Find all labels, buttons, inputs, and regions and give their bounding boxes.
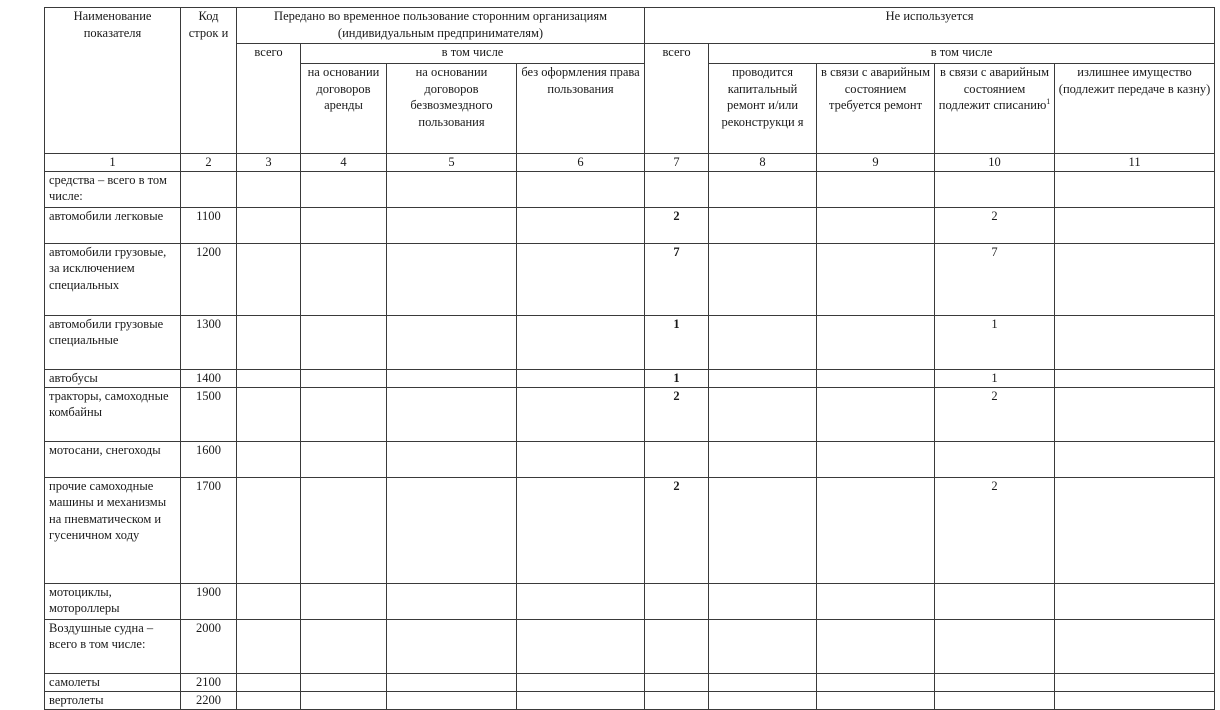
row-code: 2000 <box>181 619 237 673</box>
row-code: 1100 <box>181 207 237 243</box>
table-row <box>45 315 1215 369</box>
row-value-col7: 2 <box>645 207 709 243</box>
header-lease: на основании договоров аренды <box>301 64 387 154</box>
row-value-col7: 2 <box>645 477 709 583</box>
row-code: 2200 <box>181 691 237 709</box>
column-numbers-row <box>45 154 1215 172</box>
table-row <box>45 673 1215 691</box>
row-name: Воздушные судна – всего в том числе: <box>45 619 181 673</box>
row-value-col7 <box>645 691 709 709</box>
row-value-col10: 2 <box>935 477 1055 583</box>
row-value-col7 <box>645 441 709 477</box>
header-transferred-including: в том числе <box>301 44 645 64</box>
header-not-used-group: Не используется <box>645 8 1215 44</box>
row-name: прочие самоходные машины и механизмы на пневматическом и гусеничном ходу <box>45 477 181 583</box>
row-name: самолеты <box>45 673 181 691</box>
vehicle-usage-table <box>44 7 1215 710</box>
col-number: 3 <box>237 154 301 172</box>
header-free-use: на основании договоров безвозмездного пользования <box>387 64 517 154</box>
row-value-col10 <box>935 691 1055 709</box>
table-row <box>45 387 1215 441</box>
header-emergency-repair: в связи с аварийным состоянием требуется ремонт <box>817 64 935 154</box>
table-row <box>45 171 1215 207</box>
row-name: автомобили легковые <box>45 207 181 243</box>
table-row <box>45 477 1215 583</box>
header-transferred-total: всего <box>237 44 301 154</box>
header-not-used-total: всего <box>645 44 709 154</box>
header-code: Код строк и <box>181 8 237 154</box>
table-row <box>45 207 1215 243</box>
row-code: 1500 <box>181 387 237 441</box>
table-row <box>45 441 1215 477</box>
row-code: 1700 <box>181 477 237 583</box>
row-value-col10 <box>935 619 1055 673</box>
table-row <box>45 583 1215 619</box>
row-value-col10: 7 <box>935 243 1055 315</box>
table-row <box>45 691 1215 709</box>
row-value-col10 <box>935 673 1055 691</box>
row-code: 1900 <box>181 583 237 619</box>
row-code: 1600 <box>181 441 237 477</box>
row-name: мотоциклы, мотороллеры <box>45 583 181 619</box>
col-number: 2 <box>181 154 237 172</box>
table-row <box>45 619 1215 673</box>
row-value-col7 <box>645 673 709 691</box>
row-code: 1300 <box>181 315 237 369</box>
row-value-col7 <box>645 171 709 207</box>
row-name: вертолеты <box>45 691 181 709</box>
col-number: 1 <box>45 154 181 172</box>
col-number: 8 <box>709 154 817 172</box>
row-value-col10 <box>935 171 1055 207</box>
header-not-used-including: в том числе <box>709 44 1215 64</box>
row-value-col10 <box>935 441 1055 477</box>
table-row <box>45 243 1215 315</box>
row-value-col10: 1 <box>935 369 1055 387</box>
row-name: автомобили грузовые специальные <box>45 315 181 369</box>
row-value-col7 <box>645 583 709 619</box>
header-write-off <box>935 64 1055 154</box>
row-value-col10: 2 <box>935 207 1055 243</box>
row-value-col10: 1 <box>935 315 1055 369</box>
header-name: Наименование показателя <box>45 8 181 154</box>
col-number: 11 <box>1055 154 1215 172</box>
header-capital-repair: проводится капитальный ремонт и/или реконструкци я <box>709 64 817 154</box>
row-value-col7 <box>645 619 709 673</box>
row-value-col7: 1 <box>645 315 709 369</box>
row-value-col7: 1 <box>645 369 709 387</box>
row-code: 1400 <box>181 369 237 387</box>
footnote-mark: 1 <box>1046 97 1051 106</box>
row-code: 2100 <box>181 673 237 691</box>
header-surplus: излишнее имущество (подлежит передаче в казну) <box>1055 64 1215 154</box>
col-number: 10 <box>935 154 1055 172</box>
header-no-contract: без оформления права пользования <box>517 64 645 154</box>
header-write-off-label: в связи с аварийным состоянием подлежит списанию <box>938 65 1049 113</box>
header-transferred-group: Передано во временное пользование сторонним организациям (индивидуальным предпринимателям) <box>237 8 645 44</box>
row-name: автомобили грузовые, за исключением специальных <box>45 243 181 315</box>
row-name: средства – всего в том числе: <box>45 171 181 207</box>
row-name: тракторы, самоходные комбайны <box>45 387 181 441</box>
row-value-col10: 2 <box>935 387 1055 441</box>
col-number: 9 <box>817 154 935 172</box>
row-name: автобусы <box>45 369 181 387</box>
col-number: 5 <box>387 154 517 172</box>
row-value-col7: 2 <box>645 387 709 441</box>
col-number: 7 <box>645 154 709 172</box>
row-code <box>181 171 237 207</box>
table-row <box>45 369 1215 387</box>
row-code: 1200 <box>181 243 237 315</box>
row-value-col10 <box>935 583 1055 619</box>
col-number: 4 <box>301 154 387 172</box>
row-value-col7: 7 <box>645 243 709 315</box>
col-number: 6 <box>517 154 645 172</box>
row-name: мотосани, снегоходы <box>45 441 181 477</box>
